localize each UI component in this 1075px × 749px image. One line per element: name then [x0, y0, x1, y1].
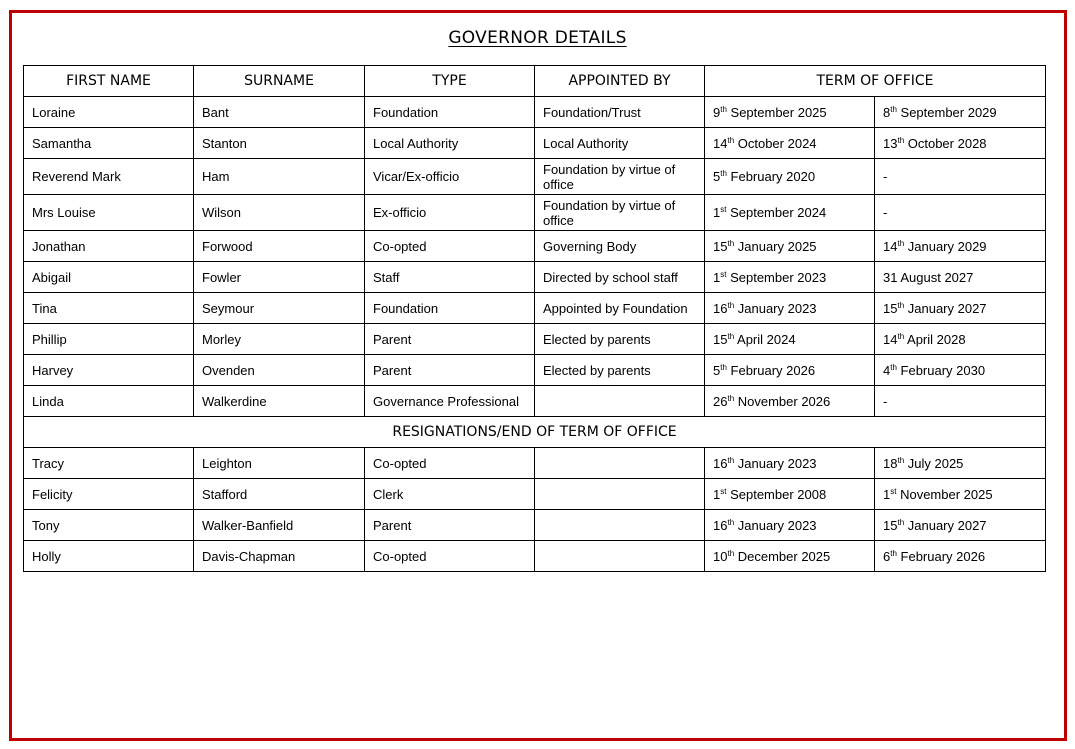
date-day: 1	[713, 269, 721, 285]
cell-type: Local Authority	[365, 128, 535, 159]
cell-term-start	[705, 479, 875, 510]
cell-term-end	[875, 541, 1046, 572]
cell-first-name: Harvey	[24, 355, 194, 386]
date-ordinal-suffix: th	[890, 104, 897, 114]
cell-term-end	[875, 448, 1046, 479]
cell-term-end	[875, 293, 1046, 324]
date-day: 1	[713, 486, 721, 502]
cell-first-name: Linda	[24, 386, 194, 417]
date-ordinal-suffix: st	[890, 486, 897, 496]
cell-first-name: Phillip	[24, 324, 194, 355]
date-ordinal-suffix: th	[890, 548, 897, 558]
cell-type: Foundation	[365, 293, 535, 324]
date-day: 16	[713, 300, 728, 316]
cell-type: Parent	[365, 355, 535, 386]
date-day: 1	[883, 486, 891, 502]
date-day: 16	[713, 517, 728, 533]
date-rest: December 2025	[734, 548, 831, 564]
cell-term-end	[875, 262, 1046, 293]
date-rest: October 2028	[904, 135, 987, 151]
cell-surname: Stanton	[194, 128, 365, 159]
former-governors	[24, 448, 1046, 572]
date-day: 10	[713, 548, 728, 564]
cell-appointed-by	[535, 541, 705, 572]
cell-type: Co-opted	[365, 231, 535, 262]
date-rest: -	[883, 169, 888, 184]
cell-appointed-by	[535, 386, 705, 417]
cell-first-name: Samantha	[24, 128, 194, 159]
cell-type: Parent	[365, 324, 535, 355]
date-day: 1	[713, 205, 721, 220]
date-day: 18	[883, 455, 898, 471]
cell-type: Staff	[365, 262, 535, 293]
date-day: 5	[713, 169, 721, 184]
date-ordinal-suffix: th	[727, 455, 735, 465]
date-day: 5	[713, 362, 721, 378]
date-day: 14	[883, 331, 898, 347]
cell-surname: Walkerdine	[194, 386, 365, 417]
header-term-of-office: TERM OF OFFICE	[705, 66, 1046, 97]
date-rest: April 2024	[734, 331, 796, 347]
date-ordinal-suffix: th	[890, 362, 897, 372]
date-rest: September 2008	[726, 486, 827, 502]
date-ordinal-suffix: st	[720, 205, 727, 214]
header-type: TYPE	[365, 66, 535, 97]
date-ordinal-suffix: th	[727, 331, 735, 341]
cell-surname: Leighton	[194, 448, 365, 479]
cell-first-name: Reverend Mark	[24, 159, 194, 195]
cell-appointed-by: Appointed by Foundation	[535, 293, 705, 324]
cell-type: Governance Professional	[365, 386, 535, 417]
date-ordinal-suffix: th	[720, 362, 727, 372]
date-rest: November 2025	[896, 486, 993, 502]
cell-appointed-by: Foundation by virtue of office	[535, 159, 705, 195]
cell-appointed-by: Directed by school staff	[535, 262, 705, 293]
date-rest: January 2027	[904, 300, 987, 316]
cell-term-start	[705, 293, 875, 324]
date-day: 15	[713, 238, 728, 254]
cell-term-end	[875, 97, 1046, 128]
cell-first-name: Loraine	[24, 97, 194, 128]
cell-appointed-by: Foundation by virtue of office	[535, 195, 705, 231]
date-ordinal-suffix: th	[897, 238, 905, 248]
cell-type: Ex-officio	[365, 195, 535, 231]
table-row	[24, 231, 1046, 262]
date-rest: 31 August 2027	[883, 269, 974, 285]
cell-term-start	[705, 262, 875, 293]
cell-term-end	[875, 195, 1046, 231]
cell-term-start	[705, 97, 875, 128]
date-ordinal-suffix: th	[727, 548, 735, 558]
cell-first-name: Felicity	[24, 479, 194, 510]
date-day: 6	[883, 548, 891, 564]
cell-surname: Ovenden	[194, 355, 365, 386]
date-ordinal-suffix: th	[897, 331, 905, 341]
date-day: 14	[883, 238, 898, 254]
cell-surname: Morley	[194, 324, 365, 355]
cell-appointed-by: Foundation/Trust	[535, 97, 705, 128]
cell-surname: Wilson	[194, 195, 365, 231]
cell-surname: Bant	[194, 97, 365, 128]
cell-term-end	[875, 128, 1046, 159]
cell-first-name: Mrs Louise	[24, 195, 194, 231]
header-appointed-by: APPOINTED BY	[535, 66, 705, 97]
date-rest: February 2020	[726, 169, 816, 184]
cell-first-name: Holly	[24, 541, 194, 572]
cell-term-start	[705, 324, 875, 355]
date-ordinal-suffix: th	[727, 135, 735, 145]
cell-appointed-by: Elected by parents	[535, 355, 705, 386]
date-rest: January 2023	[734, 517, 817, 533]
cell-surname: Forwood	[194, 231, 365, 262]
cell-appointed-by	[535, 448, 705, 479]
date-day: 15	[883, 300, 898, 316]
header-first-name: FIRST NAME	[24, 66, 194, 97]
table-row	[24, 355, 1046, 386]
date-rest: -	[883, 205, 888, 220]
page-title: GOVERNOR DETAILS	[448, 28, 627, 48]
date-ordinal-suffix: th	[720, 169, 727, 178]
date-rest: February 2026	[896, 548, 986, 564]
date-rest: January 2025	[734, 238, 817, 254]
table-row	[24, 479, 1046, 510]
cell-surname: Ham	[194, 159, 365, 195]
table-row	[24, 448, 1046, 479]
date-day: 4	[883, 362, 891, 378]
date-ordinal-suffix: th	[897, 455, 905, 465]
cell-type: Clerk	[365, 479, 535, 510]
table-row	[24, 386, 1046, 417]
current-governors	[24, 97, 1046, 417]
cell-first-name: Tina	[24, 293, 194, 324]
date-day: 8	[883, 104, 891, 120]
cell-appointed-by	[535, 479, 705, 510]
date-day: 14	[713, 135, 728, 151]
cell-appointed-by: Elected by parents	[535, 324, 705, 355]
date-day: 26	[713, 393, 728, 409]
date-rest: September 2023	[726, 269, 827, 285]
cell-term-end	[875, 324, 1046, 355]
table-row	[24, 510, 1046, 541]
cell-surname: Stafford	[194, 479, 365, 510]
cell-first-name: Tracy	[24, 448, 194, 479]
date-rest: February 2026	[726, 362, 816, 378]
date-ordinal-suffix: th	[897, 300, 905, 310]
date-ordinal-suffix: th	[727, 517, 735, 527]
cell-term-end	[875, 510, 1046, 541]
cell-type: Foundation	[365, 97, 535, 128]
section-row	[24, 417, 1046, 448]
cell-first-name: Jonathan	[24, 231, 194, 262]
cell-surname: Seymour	[194, 293, 365, 324]
date-rest: July 2025	[904, 455, 964, 471]
date-rest: September 2025	[726, 104, 827, 120]
date-ordinal-suffix: st	[720, 486, 727, 496]
date-rest: -	[883, 393, 888, 409]
cell-term-start	[705, 159, 875, 195]
cell-term-start	[705, 128, 875, 159]
date-rest: April 2028	[904, 331, 966, 347]
table-row	[24, 128, 1046, 159]
cell-term-start	[705, 448, 875, 479]
cell-type: Parent	[365, 510, 535, 541]
cell-type: Vicar/Ex-officio	[365, 159, 535, 195]
table-row	[24, 324, 1046, 355]
cell-type: Co-opted	[365, 541, 535, 572]
date-ordinal-suffix: th	[720, 104, 727, 114]
cell-type: Co-opted	[365, 448, 535, 479]
date-ordinal-suffix: th	[727, 238, 735, 248]
cell-surname: Davis-Chapman	[194, 541, 365, 572]
cell-term-start	[705, 195, 875, 231]
cell-first-name: Tony	[24, 510, 194, 541]
date-ordinal-suffix: th	[727, 393, 735, 403]
date-rest: September 2024	[726, 205, 827, 220]
cell-term-end	[875, 386, 1046, 417]
date-rest: January 2023	[734, 300, 817, 316]
date-day: 16	[713, 455, 728, 471]
date-rest: September 2029	[896, 104, 997, 120]
date-rest: November 2026	[734, 393, 831, 409]
table-row	[24, 159, 1046, 195]
cell-term-start	[705, 231, 875, 262]
date-day: 13	[883, 135, 898, 151]
date-rest: January 2027	[904, 517, 987, 533]
cell-first-name: Abigail	[24, 262, 194, 293]
cell-term-end	[875, 355, 1046, 386]
cell-appointed-by	[535, 510, 705, 541]
table-row	[24, 195, 1046, 231]
table-row	[24, 293, 1046, 324]
cell-surname: Walker-Banfield	[194, 510, 365, 541]
cell-term-start	[705, 510, 875, 541]
cell-appointed-by: Local Authority	[535, 128, 705, 159]
table-row	[24, 541, 1046, 572]
cell-surname: Fowler	[194, 262, 365, 293]
header-surname: SURNAME	[194, 66, 365, 97]
cell-term-start	[705, 355, 875, 386]
date-ordinal-suffix: th	[727, 300, 735, 310]
table-row	[24, 97, 1046, 128]
date-day: 15	[883, 517, 898, 533]
date-ordinal-suffix: th	[897, 517, 905, 527]
cell-term-end	[875, 159, 1046, 195]
cell-term-start	[705, 541, 875, 572]
section-label-resignations: RESIGNATIONS/END OF TERM OF OFFICE	[24, 417, 1046, 448]
governor-table	[23, 65, 1046, 572]
date-rest: February 2030	[896, 362, 986, 378]
cell-appointed-by: Governing Body	[535, 231, 705, 262]
date-ordinal-suffix: st	[720, 269, 727, 279]
cell-term-end	[875, 479, 1046, 510]
date-day: 9	[713, 104, 721, 120]
cell-term-start	[705, 386, 875, 417]
header-row	[24, 66, 1046, 97]
cell-term-end	[875, 231, 1046, 262]
date-rest: January 2023	[734, 455, 817, 471]
table-row	[24, 262, 1046, 293]
date-rest: January 2029	[904, 238, 987, 254]
date-rest: October 2024	[734, 135, 817, 151]
date-ordinal-suffix: th	[897, 135, 905, 145]
date-day: 15	[713, 331, 728, 347]
